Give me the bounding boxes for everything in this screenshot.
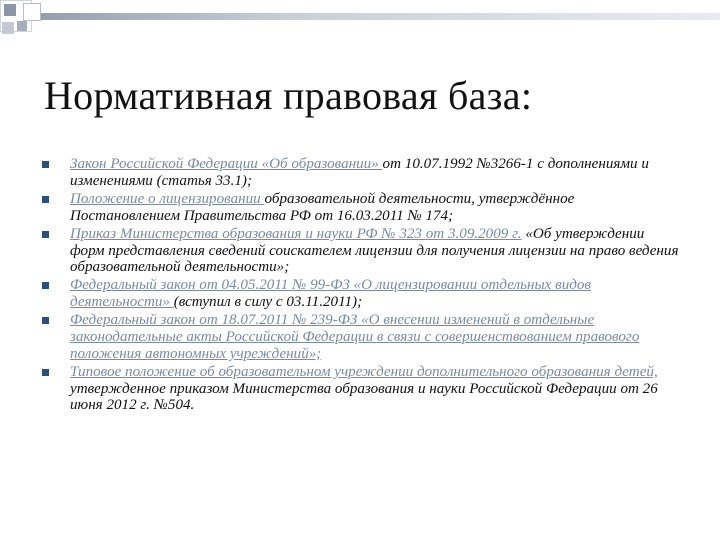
item-text: утвержденное приказом Министерства образования и науки Российской Федерации от 26 июня 2012 г. №504. xyxy=(70,380,658,414)
list-item xyxy=(40,191,682,224)
decor-square-dark xyxy=(4,4,16,16)
document-link[interactable]: Положение о лицензировании xyxy=(70,190,265,207)
bullet-icon xyxy=(42,369,49,376)
bullet-icon xyxy=(42,231,49,238)
regulation-list xyxy=(40,156,682,416)
document-link[interactable]: Федеральный закон от 18.07.2011 № 239-ФЗ «О внесении изменений в отдельные законодательные акты Российской Федерации в связи с совершенствованием правового положения автономных учреждений»; xyxy=(70,312,640,362)
bullet-icon xyxy=(42,317,49,324)
item-text: (вступил в силу с 03.11.2011); xyxy=(173,294,363,311)
list-item xyxy=(40,156,682,189)
page-title: Нормативная правовая база: xyxy=(44,73,533,118)
document-link[interactable]: Закон Российской Федерации «Об образовании» xyxy=(70,156,383,172)
list-item xyxy=(40,312,682,362)
bullet-icon xyxy=(42,282,49,289)
decor-square-light xyxy=(2,22,14,34)
list-item xyxy=(40,226,682,276)
item-text: образовательной деятельности, утверждённое Постановлением Правительства РФ от 16.03.2011 № 174; xyxy=(70,190,575,224)
item-text: «Об утверждении форм представления сведений соискателем лицензии для получения лицензии на право ведения образовательной деятельности»; xyxy=(70,225,679,276)
decor-square-white xyxy=(23,3,41,21)
decor-square-mid xyxy=(17,21,27,31)
document-link[interactable]: Типовое положение об образовательном учреждении дополнительного образования детей, xyxy=(70,363,658,380)
document-link[interactable]: Федеральный закон от 04.05.2011 № 99-ФЗ «О лицензировании отдельных видов деятельности» xyxy=(70,277,591,311)
list-item xyxy=(40,364,682,414)
item-text: от 10.07.1992 №3266-1 с дополнениями и изменениями (статья 33.1); xyxy=(70,156,649,189)
bullet-icon xyxy=(42,161,49,168)
header-rule xyxy=(0,13,720,20)
list-item xyxy=(40,277,682,310)
bullet-icon xyxy=(42,196,49,203)
document-link[interactable]: Приказ Министерства образования и науки РФ № 323 от 3.09.2009 г. xyxy=(70,225,522,242)
